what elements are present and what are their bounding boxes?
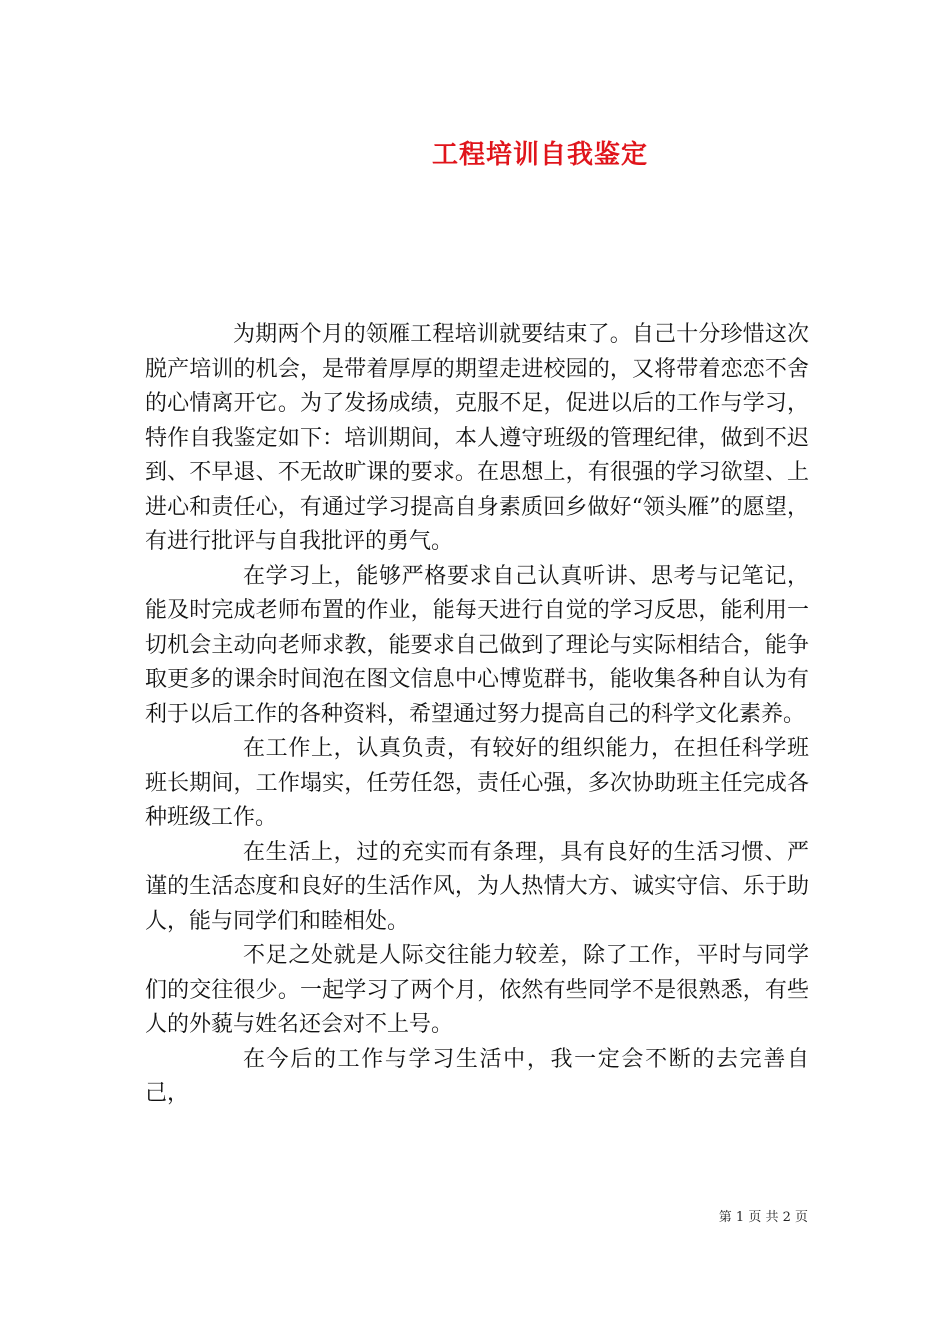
paragraph-work: 在工作上，认真负责，有较好的组织能力，在担任科学班班长期间，工作塌实，任劳任怨，责任心强，多次协助班主任完成各种班级工作。 (145, 736, 809, 830)
paragraph-future: 在今后的工作与学习生活中，我一定会不断的去完善自己， (145, 1046, 809, 1106)
document-title: 工程培训自我鉴定 (431, 140, 648, 170)
document-body (145, 318, 809, 1112)
paragraph-intro: 为期两个月的领雁工程培训就要结束了。自己十分珍惜这次脱产培训的机会，是带着厚厚的期望走进校园的，又将带着恋恋不舍的心情离开它。为了发扬成绩，克服不足，促进以后的工作与学习，特作自我鉴定如下：培训期间，本人遵守班级的管理纪律，做到不迟到、不早退、不无故旷课的要求。在思想上，有很强的学习欲望、上进心和责任心，有通过学习提高自身素质回乡做好“领头雁”的愿望，有进行批评与自我批评的勇气。 (145, 322, 809, 554)
paragraph-study: 在学习上，能够严格要求自己认真听讲、思考与记笔记，能及时完成老师布置的作业，能每天进行自觉的学习反思，能利用一切机会主动向老师求教，能要求自己做到了理论与实际相结合，能争取更多的课余时间泡在图文信息中心博览群书，能收集各种自认为有利于以后工作的各种资料，希望通过努力提高自己的科学文化素养。 (145, 563, 809, 727)
paragraph-life: 在生活上，过的充实而有条理，具有良好的生活习惯、严谨的生活态度和良好的生活作风，为人热情大方、诚实守信、乐于助人，能与同学们和睦相处。 (145, 839, 809, 934)
page-number-footer: 第 1 页 共 2 页 (718, 1210, 808, 1225)
paragraph-shortcomings: 不足之处就是人际交往能力较差，除了工作，平时与同学们的交往很少。一起学习了两个月，依然有些同学不是很熟悉，有些人的外藐与姓名还会对不上号。 (145, 943, 809, 1037)
